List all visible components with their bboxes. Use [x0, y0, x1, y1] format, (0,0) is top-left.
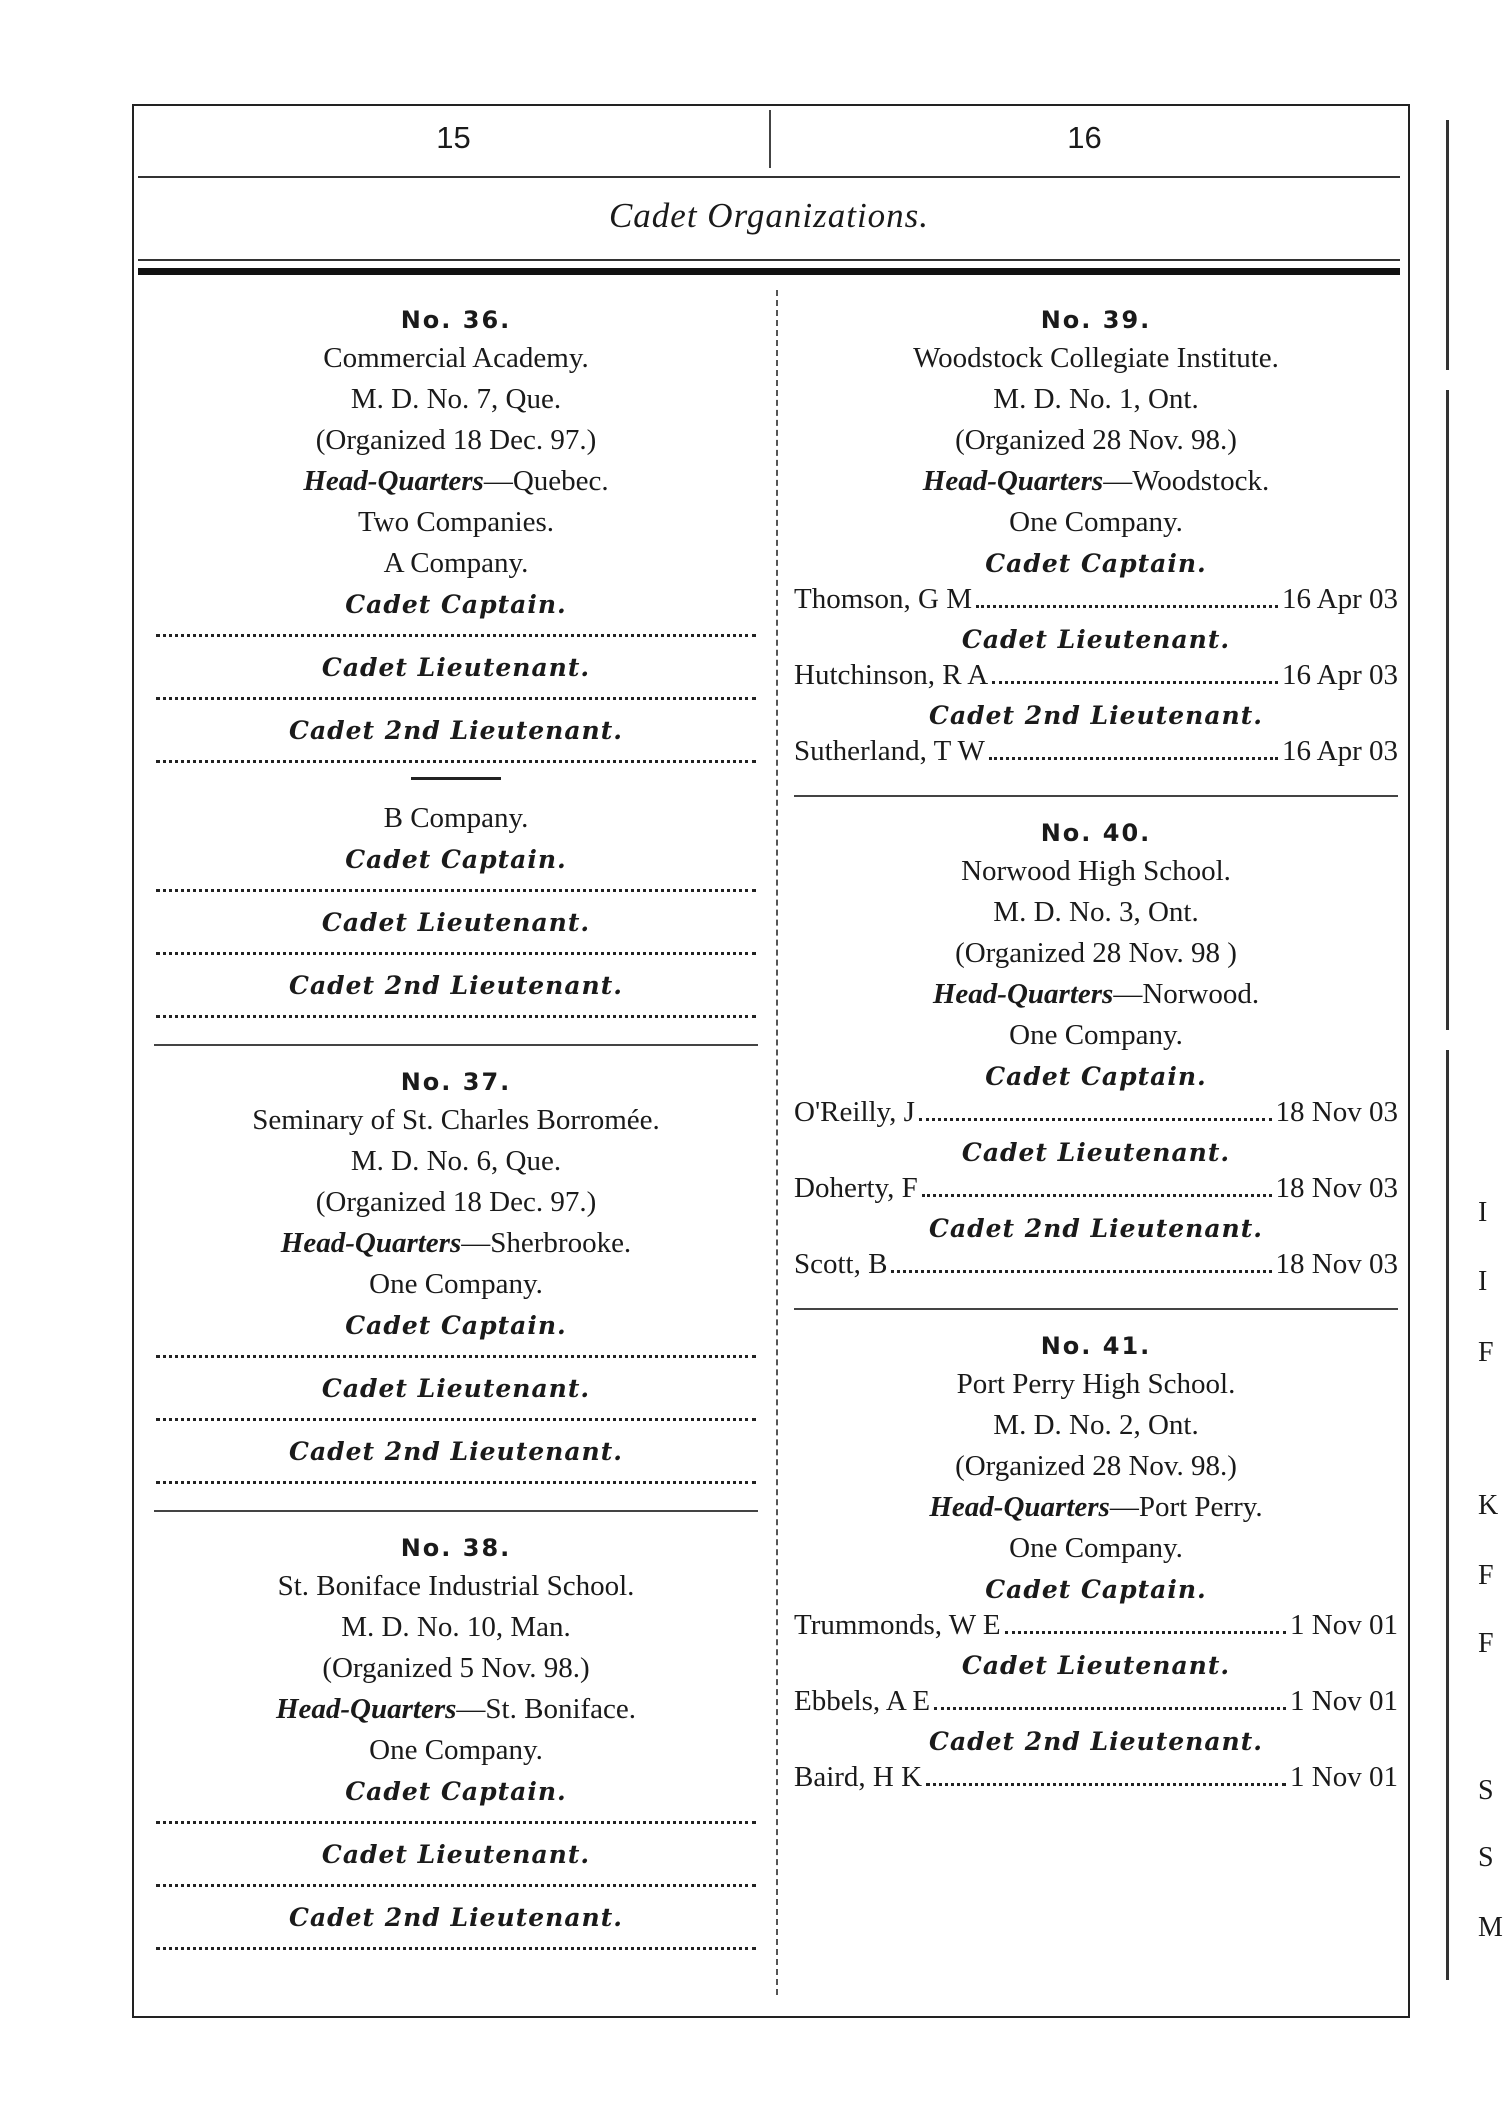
page-number-row — [138, 110, 1400, 178]
hq-place: —St. Boniface. — [456, 1693, 637, 1725]
organization-39 — [790, 306, 1402, 769]
blank-officer-line — [156, 883, 756, 892]
org-headquarters — [790, 461, 1402, 502]
org-institution: Woodstock Collegiate Institute. — [913, 342, 1279, 374]
organization-36 — [150, 306, 762, 1018]
org-district: M. D. No. 1, Ont. — [993, 383, 1199, 415]
org-institution: Commercial Academy. — [323, 342, 589, 374]
officer-name: Doherty, F — [794, 1172, 918, 1204]
organization-41 — [790, 1332, 1402, 1795]
org-companies-note: One Company. — [1009, 506, 1183, 538]
adjacent-page-letter: S — [1478, 1842, 1494, 1873]
officer-name: Scott, B — [794, 1248, 888, 1280]
organization-38 — [150, 1534, 762, 1950]
org-number: No. 38. — [400, 1534, 512, 1562]
officer-entry — [794, 657, 1398, 693]
hq-label: Head-Quarters — [932, 978, 1114, 1010]
hq-place: —Woodstock. — [1103, 465, 1270, 497]
company-label: A Company. — [383, 547, 529, 579]
officer-name: Sutherland, T W — [794, 735, 985, 767]
org-number: No. 37. — [400, 1068, 512, 1096]
adjacent-page-letter: S — [1478, 1775, 1494, 1806]
officer-entry — [794, 1170, 1398, 1206]
rank-label: Cadet Captain. — [345, 1777, 567, 1806]
dot-leader — [1005, 1631, 1287, 1634]
blank-officer-line — [156, 1349, 756, 1358]
rank-label: Cadet Lieutenant. — [961, 625, 1231, 654]
officer-date: 1 Nov 01 — [1290, 1685, 1398, 1717]
blank-officer-line — [156, 1941, 756, 1950]
org-organized: (Organized 18 Dec. 97.) — [315, 1186, 597, 1218]
hq-place: —Port Perry. — [1109, 1491, 1263, 1523]
adjacent-page-letter: F — [1478, 1628, 1494, 1659]
hq-label: Head-Quarters — [275, 1693, 457, 1725]
rank-label: Cadet Lieutenant. — [321, 1374, 591, 1403]
blank-officer-line — [156, 946, 756, 955]
org-institution: St. Boniface Industrial School. — [277, 1570, 635, 1602]
org-number: No. 40. — [1040, 819, 1152, 847]
dot-leader — [976, 605, 1278, 608]
officer-entry — [794, 1607, 1398, 1643]
officer-name: Ebbels, A E — [794, 1685, 931, 1717]
rank-label: Cadet Lieutenant. — [321, 1840, 591, 1869]
org-number: No. 41. — [1040, 1332, 1152, 1360]
org-district: M. D. No. 2, Ont. — [993, 1409, 1199, 1441]
officer-date: 18 Nov 03 — [1275, 1096, 1398, 1128]
org-companies-note: Two Companies. — [357, 506, 555, 538]
org-institution: Norwood High School. — [961, 855, 1231, 887]
rank-label: Cadet Lieutenant. — [961, 1651, 1231, 1680]
title-thin-rule — [138, 259, 1400, 261]
rank-label: Cadet 2nd Lieutenant. — [929, 701, 1263, 730]
company-label: B Company. — [383, 802, 529, 834]
rank-label: Cadet Lieutenant. — [961, 1138, 1231, 1167]
officer-entry — [794, 733, 1398, 769]
left-page-number: 15 — [436, 120, 471, 155]
blank-officer-line — [156, 628, 756, 637]
organization-separator — [154, 1044, 758, 1046]
blank-officer-line — [156, 1412, 756, 1421]
dot-leader — [891, 1270, 1271, 1273]
org-district: M. D. No. 3, Ont. — [993, 896, 1199, 928]
officer-entry — [794, 1683, 1398, 1719]
dot-leader — [934, 1707, 1286, 1710]
dot-leader — [989, 757, 1278, 760]
rank-label: Cadet 2nd Lieutenant. — [929, 1214, 1263, 1243]
officer-date: 16 Apr 03 — [1282, 583, 1398, 615]
org-headquarters — [790, 1487, 1402, 1528]
rank-label: Cadet 2nd Lieutenant. — [289, 1437, 623, 1466]
adjacent-page-letter: F — [1478, 1337, 1494, 1368]
section-title: Cadet Organizations. — [608, 196, 930, 235]
rank-label: Cadet 2nd Lieutenant. — [929, 1727, 1263, 1756]
rank-label: Cadet Captain. — [345, 590, 567, 619]
officer-entry — [794, 581, 1398, 617]
hq-label: Head-Quarters — [303, 465, 484, 497]
officer-date: 1 Nov 01 — [1290, 1761, 1398, 1793]
org-headquarters — [150, 1689, 762, 1730]
rank-label: Cadet Lieutenant. — [321, 908, 591, 937]
blank-officer-line — [156, 1475, 756, 1484]
dot-leader — [926, 1783, 1286, 1786]
rank-label: Cadet Captain. — [345, 1311, 567, 1340]
officer-date: 18 Nov 03 — [1275, 1172, 1398, 1204]
adjacent-page-letter: M — [1478, 1912, 1503, 1943]
rank-label: Cadet 2nd Lieutenant. — [289, 1903, 623, 1932]
blank-officer-line — [156, 1878, 756, 1887]
dot-leader — [919, 1118, 1272, 1121]
org-district: M. D. No. 10, Man. — [341, 1611, 571, 1643]
dot-leader — [992, 681, 1278, 684]
org-headquarters — [150, 461, 762, 502]
org-institution: Seminary of St. Charles Borromée. — [252, 1104, 660, 1136]
officer-name: O'Reilly, J — [794, 1096, 915, 1128]
officer-entry — [794, 1759, 1398, 1795]
adjacent-page-edge — [1446, 1050, 1449, 1980]
officer-name: Baird, H K — [794, 1761, 923, 1793]
adjacent-page-letter: I — [1478, 1266, 1488, 1297]
org-organized: (Organized 5 Nov. 98.) — [322, 1652, 590, 1684]
blank-officer-line — [156, 691, 756, 700]
adjacent-page-letter: F — [1478, 1560, 1494, 1591]
officer-entry — [794, 1094, 1398, 1130]
hq-place: —Quebec. — [483, 465, 609, 497]
officer-date: 16 Apr 03 — [1282, 659, 1398, 691]
rank-label: Cadet Captain. — [985, 549, 1207, 578]
adjacent-page-edge — [1446, 120, 1449, 370]
officer-date: 16 Apr 03 — [1282, 735, 1398, 767]
organization-40 — [790, 819, 1402, 1282]
rank-label: Cadet Captain. — [345, 845, 567, 874]
organization-37 — [150, 1068, 762, 1484]
rank-label: Cadet Lieutenant. — [321, 653, 591, 682]
blank-officer-line — [156, 1009, 756, 1018]
dot-leader — [922, 1194, 1272, 1197]
company-separator — [411, 777, 501, 780]
org-companies-note: One Company. — [369, 1734, 543, 1766]
officer-name: Thomson, G M — [794, 583, 973, 615]
blank-officer-line — [156, 754, 756, 763]
title-thick-rule — [138, 268, 1400, 275]
org-headquarters — [790, 974, 1402, 1015]
org-companies-note: One Company. — [369, 1268, 543, 1300]
adjacent-page-letter: I — [1478, 1197, 1488, 1228]
org-headquarters — [150, 1223, 762, 1264]
org-district: M. D. No. 6, Que. — [350, 1145, 562, 1177]
org-district: M. D. No. 7, Que. — [350, 383, 562, 415]
officer-date: 18 Nov 03 — [1275, 1248, 1398, 1280]
org-number: No. 39. — [1040, 306, 1152, 334]
hq-label: Head-Quarters — [280, 1227, 462, 1259]
right-column — [790, 300, 1402, 1801]
blank-officer-line — [156, 1815, 756, 1824]
org-companies-note: One Company. — [1009, 1532, 1183, 1564]
column-divider — [776, 290, 778, 1995]
organization-separator — [794, 1308, 1398, 1310]
org-organized: (Organized 28 Nov. 98.) — [955, 424, 1237, 456]
organization-separator — [794, 795, 1398, 797]
adjacent-page-letter: K — [1478, 1490, 1499, 1521]
org-companies-note: One Company. — [1009, 1019, 1183, 1051]
left-column — [150, 300, 762, 1964]
organization-separator — [154, 1510, 758, 1512]
org-institution: Port Perry High School. — [956, 1368, 1236, 1400]
org-organized: (Organized 18 Dec. 97.) — [315, 424, 597, 456]
rank-label: Cadet 2nd Lieutenant. — [289, 971, 623, 1000]
officer-entry — [794, 1246, 1398, 1282]
officer-name: Trummonds, W E — [794, 1609, 1001, 1641]
hq-label: Head-Quarters — [922, 465, 1104, 497]
right-page-number: 16 — [1067, 120, 1102, 155]
hq-place: —Norwood. — [1113, 978, 1260, 1010]
rank-label: Cadet Captain. — [985, 1062, 1207, 1091]
adjacent-page-edge — [1446, 390, 1449, 1030]
rank-label: Cadet Captain. — [985, 1575, 1207, 1604]
officer-name: Hutchinson, R A — [794, 659, 989, 691]
hq-label: Head-Quarters — [929, 1491, 1110, 1523]
hq-place: —Sherbrooke. — [461, 1227, 632, 1259]
rank-label: Cadet 2nd Lieutenant. — [289, 716, 623, 745]
officer-date: 1 Nov 01 — [1290, 1609, 1398, 1641]
org-number: No. 36. — [400, 306, 512, 334]
org-organized: (Organized 28 Nov. 98.) — [955, 1450, 1237, 1482]
org-organized: (Organized 28 Nov. 98 ) — [955, 937, 1237, 969]
